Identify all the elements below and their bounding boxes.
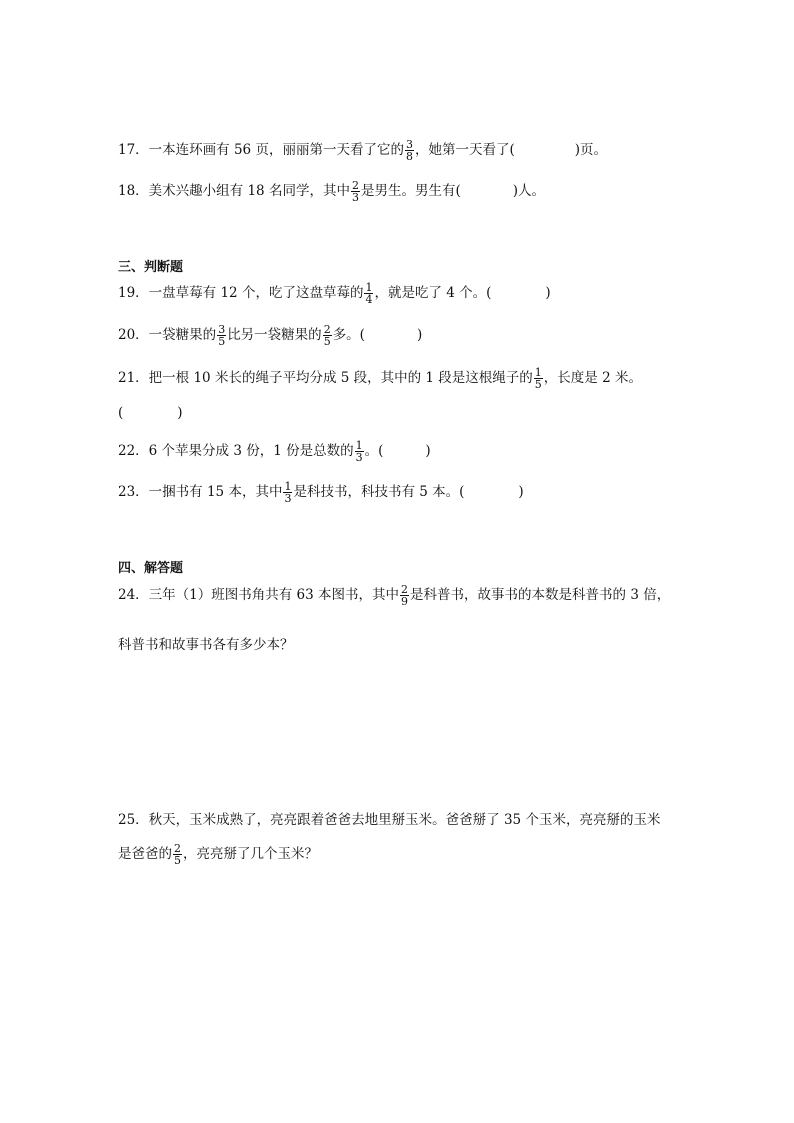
- fraction-3-8: $\frac{3}{8}$: [405, 138, 413, 163]
- question-17: 17．一本连环画有 56 页，丽丽第一天看了它的 $\frac{3}{8}$ ，她第一天看了( )页。: [118, 138, 608, 163]
- question-20: 20．一袋糖果的 $\frac{3}{5}$ 比另一袋糖果的 $\frac{2}{5}$ 多。( ): [118, 323, 423, 348]
- section-heading-judgment: 三、判断题: [118, 260, 184, 275]
- fraction-2-9: $\frac{2}{9}$: [401, 583, 409, 608]
- question-22: 22．6 个苹果分成 3 份，1 份是总数的 $\frac{1}{3}$ 。( ): [118, 439, 431, 464]
- question-17-text: 17．一本连环画有 56 页，丽丽第一天看了它的: [118, 142, 404, 158]
- question-24: 24．三年（1）班图书角共有 63 本图书，其中 $\frac{2}{9}$ 是科普书，故事书的本数是科普书的 3 倍，: [118, 583, 671, 608]
- question-21: 21．把一根 10 米长的绳子平均分成 5 段，其中的 1 段是这根绳子的 $\frac{1}{5}$ ，长度是 2 米。: [118, 366, 642, 391]
- question-23: 23．一捆书有 15 本，其中 $\frac{1}{3}$ 是科技书，科技书有 5 本。( ): [118, 480, 524, 505]
- question-18: 18．美术兴趣小组有 18 名同学，其中 $\frac{2}{3}$ 是男生。男生有( )人。: [118, 179, 546, 204]
- fraction-2-5: $\frac{2}{5}$: [323, 323, 331, 348]
- fraction-2-5: $\frac{2}{5}$: [174, 842, 181, 867]
- question-25-line-2: 是爸爸的 $\frac{2}{5}$ ，亮亮掰了几个玉米？: [118, 842, 318, 867]
- question-24-line-2: 科普书和故事书各有多少本？: [118, 637, 294, 653]
- section-heading-solve: 四、解答题: [118, 561, 184, 576]
- question-25: 25．秋天，玉米成熟了，亮亮跟着爸爸去地里掰玉米。爸爸掰了 35 个玉米，亮亮掰的玉米: [118, 812, 661, 828]
- fraction-1-3: $\frac{1}{3}$: [355, 439, 363, 464]
- fraction-1-3: $\frac{1}{3}$: [284, 480, 292, 505]
- fraction-1-5: $\frac{1}{5}$: [534, 366, 542, 391]
- fraction-2-3: $\frac{2}{3}$: [351, 179, 359, 204]
- question-21-answer-line: ( ): [118, 405, 183, 421]
- fraction-3-5: $\frac{3}{5}$: [218, 323, 226, 348]
- question-19: 19．一盘草莓有 12 个，吃了这盘草莓的 $\frac{1}{4}$ ，就是吃了 4 个。( ): [118, 281, 551, 306]
- fraction-1-4: $\frac{1}{4}$: [365, 281, 373, 306]
